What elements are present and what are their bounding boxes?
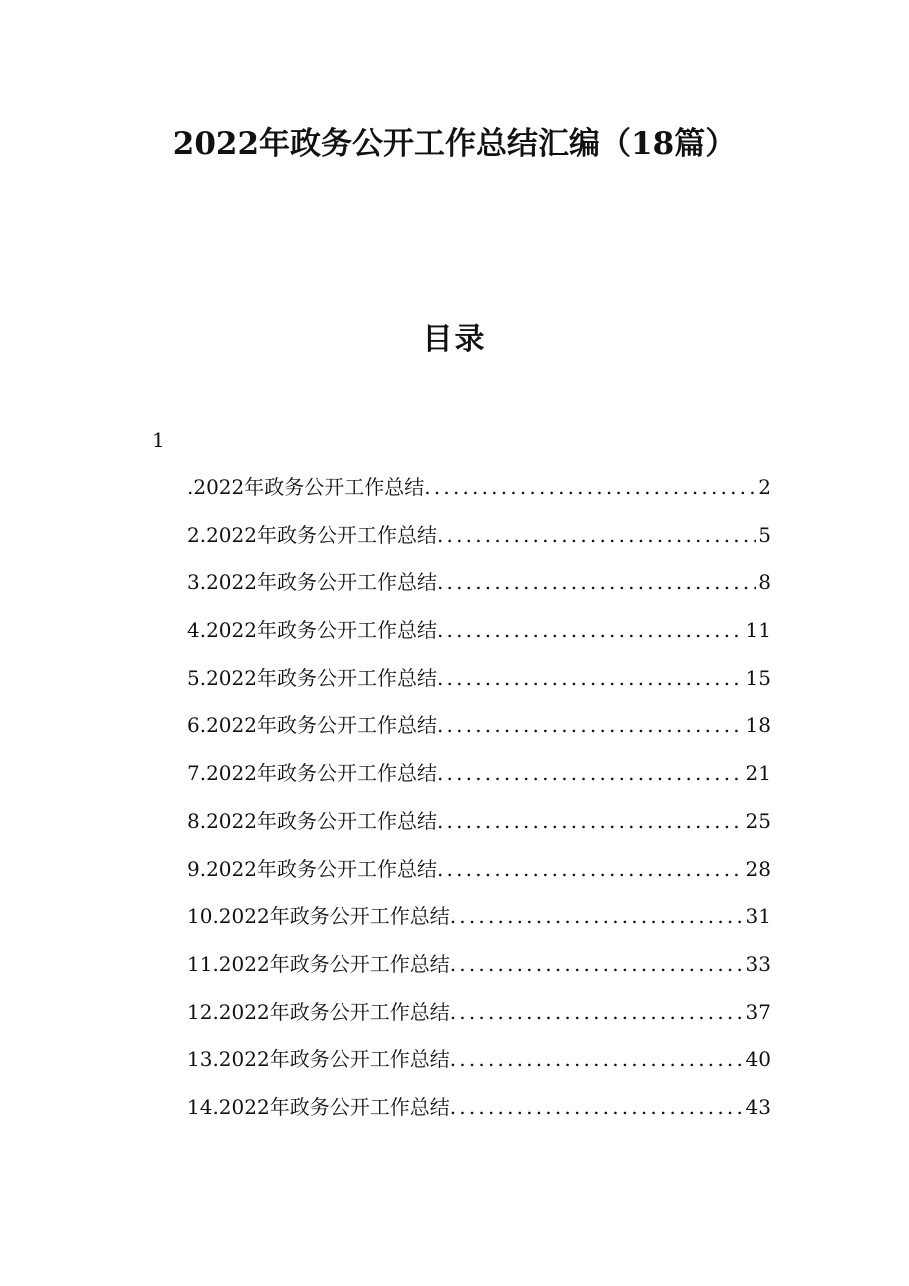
toc-entry[interactable] — [187, 756, 771, 804]
toc-entry-page: 43 — [745, 1094, 771, 1119]
toc-entry-page: 5 — [758, 522, 771, 547]
toc-entry-page: 21 — [745, 761, 771, 786]
toc-entry-page: 33 — [745, 951, 771, 976]
toc-entry-label: 2.2022年政务公开工作总结 — [187, 522, 437, 547]
toc-entry[interactable] — [187, 947, 771, 995]
toc-entry[interactable] — [187, 899, 771, 947]
toc-stray-number: 1 — [152, 428, 165, 452]
toc-dot-leader — [437, 852, 744, 886]
toc-entry[interactable] — [187, 661, 771, 709]
toc-dot-leader — [437, 804, 744, 838]
toc-dot-leader — [437, 613, 744, 647]
toc-entry-label: 11.2022年政务公开工作总结 — [187, 951, 450, 976]
toc-entry-label: 7.2022年政务公开工作总结 — [187, 761, 437, 786]
toc-entry-page: 8 — [758, 570, 771, 595]
toc-dot-leader — [437, 708, 744, 742]
toc-entry-label: 14.2022年政务公开工作总结 — [187, 1094, 450, 1119]
toc-dot-leader — [450, 947, 744, 981]
toc-dot-leader — [450, 995, 744, 1029]
toc-entry-label: 9.2022年政务公开工作总结 — [187, 856, 437, 881]
toc-entry-page: 37 — [745, 999, 771, 1024]
toc-entry-label: 4.2022年政务公开工作总结 — [187, 618, 437, 643]
toc-entry-label: 13.2022年政务公开工作总结 — [187, 1047, 450, 1072]
toc-dot-leader — [450, 1090, 744, 1124]
toc-entry-page: 15 — [745, 665, 771, 690]
toc-entry[interactable] — [187, 1042, 771, 1090]
toc-entry[interactable] — [187, 708, 771, 756]
toc-entry[interactable] — [187, 995, 771, 1043]
toc-entry-page: 25 — [745, 808, 771, 833]
toc-entry[interactable] — [187, 518, 771, 566]
toc-entry-label: 3.2022年政务公开工作总结 — [187, 570, 437, 595]
toc-entry-label: 10.2022年政务公开工作总结 — [187, 904, 450, 929]
toc-entry-page: 31 — [745, 904, 771, 929]
toc-dot-leader — [437, 518, 756, 552]
toc-dot-leader — [437, 756, 744, 790]
toc-entry-label: .2022年政务公开工作总结 — [187, 475, 425, 499]
toc-entry[interactable] — [187, 852, 771, 900]
toc-heading: 目录 — [422, 322, 487, 357]
toc-dot-leader — [437, 565, 756, 599]
toc-entry-page: 40 — [745, 1047, 771, 1072]
toc-entry[interactable] — [187, 470, 771, 518]
toc-entry-label: 5.2022年政务公开工作总结 — [187, 665, 437, 690]
toc-dot-leader — [424, 470, 756, 504]
toc-entry[interactable] — [187, 1090, 771, 1138]
toc-entry-page: 28 — [745, 856, 771, 881]
table-of-contents — [187, 470, 771, 1138]
toc-dot-leader — [450, 1042, 744, 1076]
toc-entry-label: 8.2022年政务公开工作总结 — [187, 808, 437, 833]
document-title: 2022年政务公开工作总结汇编（18篇） — [172, 126, 737, 162]
toc-entry-page: 2 — [758, 475, 771, 499]
toc-entry-label: 12.2022年政务公开工作总结 — [187, 999, 450, 1024]
toc-dot-leader — [437, 661, 744, 695]
toc-dot-leader — [450, 899, 744, 933]
toc-entry-page: 11 — [745, 618, 771, 643]
toc-entry[interactable] — [187, 565, 771, 613]
toc-entry[interactable] — [187, 613, 771, 661]
toc-entry-label: 6.2022年政务公开工作总结 — [187, 713, 437, 738]
toc-entry-page: 18 — [745, 713, 771, 738]
toc-entry[interactable] — [187, 804, 771, 852]
